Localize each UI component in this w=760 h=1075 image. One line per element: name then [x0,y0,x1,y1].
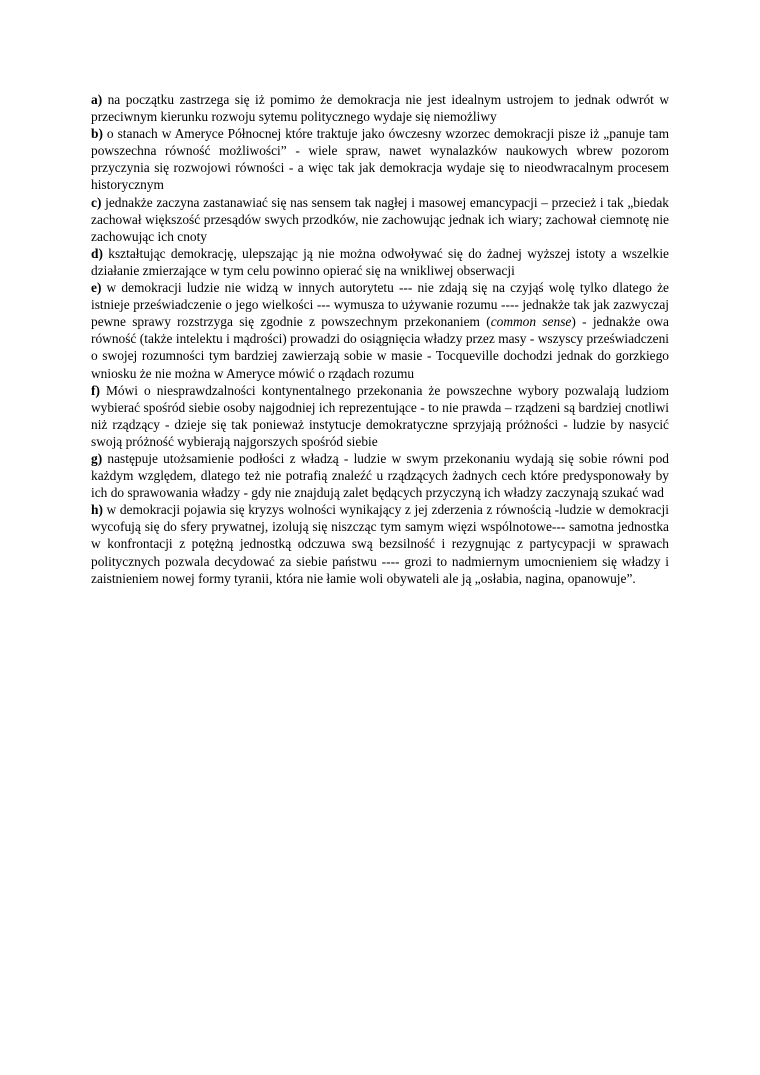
list-item-b [91,125,669,193]
list-item-c [91,194,669,245]
item-text-e-before: w demokracji ludzie nie widzą w innych autorytetu --- nie zdają się na czyjąś wolę tylko dlatego że istnieje przeświadczenie o jego wielkości --- wymusza to używanie rozumu ---- jednakże tak jak zazwyczaj pewne sprawy rozstrzyga się zgodnie z powszechnym przekonaniem ( [91,280,669,330]
item-text-g: następuje utożsamienie podłości z władzą - ludzie w swym przekonaniu wydają się sobie równi pod każdym względem, dlatego też nie potrafią znaleźć u rządzących żadnych cech które predysponowały by ich do sprawowania władzy - gdy nie znajdują zalet będących przyczyną ich władzy zaczynają szukać wad [91,450,669,501]
list-item-g [91,450,669,501]
list-item-h [91,501,669,586]
item-text-c: jednakże zaczyna zastanawiać się nas sensem tak nagłej i masowej emancypacji – przecież i tak „biedak zachował większość przesądów swych przodków, nie zachowując jednak ich wiary; zachował ciemnotę nie zachowując ich cnoty [91,194,669,244]
item-marker-a: a) [91,92,103,107]
item-text-d: kształtując demokrację, ulepszając ją nie można odwoływać się do żadnej wyższej istoty a wszelkie działanie zmierzające w tym celu powinno opierać się na wnikliwej obserwacji [91,245,669,278]
list-item-a [91,91,669,125]
item-text-f: Mówi o niesprawdzalności kontynentalnego przekonania że powszechne wybory pozwalają ludziom wybierać spośród siebie osoby najgodniej ich reprezentujące - to nie prawda – rządzeni są bardziej cnotliwi niż rządzący - dzieje się tak ponieważ instytucje demokratyczne sprzyjają próżności - ludzie by nasycić swoją próżność wybierają najgorszych spośród siebie [91,382,669,449]
item-marker-f: f) [91,382,100,398]
item-text-h: w demokracji pojawia się kryzys wolności wynikający z jej zderzenia z równością -ludzie w demokracji wycofują się do sfery prywatnej, izolują się niszcząc tym samym więzi wspólnotowe--- samotna jednostka w konfrontacji z potężną jednostką odczuwa swą bezsilność i rezygnując z partycypacji w sprawach politycznych pozwala decydować za siebie państwu ---- grozi to nadmiernym umocnieniem się władzy i zaistnieniem nowej formy tyranii, która nie łamie woli obywateli ale ją „osłabia, nagina, opanowuje”. [91,502,669,586]
item-text-a: na początku zastrzega się iż pomimo że demokracja nie jest idealnym ustrojem to jednak odwrót w przeciwnym kierunku rozwoju sytemu politycznego wydaje się niemożliwy [91,92,669,125]
list-item-f [91,382,669,450]
item-marker-c: c) [91,194,102,210]
item-text-e-after: ) - jednakże owa równość (także intelektu i mądrości) prowadzi do osiągnięcia władzy przez masy - wszyscy przeświadczeni o swojej rozumności tym bardziej zawierzają sobie w masie - Tocqueville dochodzi jednak do gorzkiego wniosku że nie można w Ameryce mówić o rządach rozumu [91,314,669,381]
list-item-d [91,245,669,279]
item-marker-h: h) [91,502,103,518]
item-marker-b: b) [91,126,103,142]
item-marker-g: g) [91,450,103,466]
document-page [91,91,669,587]
item-text-e-emphasis: common sense [490,314,572,330]
item-text-b: o stanach w Ameryce Północnej które traktuje jako ówczesny wzorzec demokracji pisze iż „panuje tam powszechna równość możliwości” - wiele spraw, nawet wynalazków naukowych wbrew pozorom przyczynia się rozwojowi równości - a więc tak jak demokracja wydaje się to nieodwracalnym procesem historycznym [91,126,669,193]
list-item-e [91,279,669,382]
item-marker-e: e) [91,280,102,296]
item-marker-d: d) [91,245,103,261]
